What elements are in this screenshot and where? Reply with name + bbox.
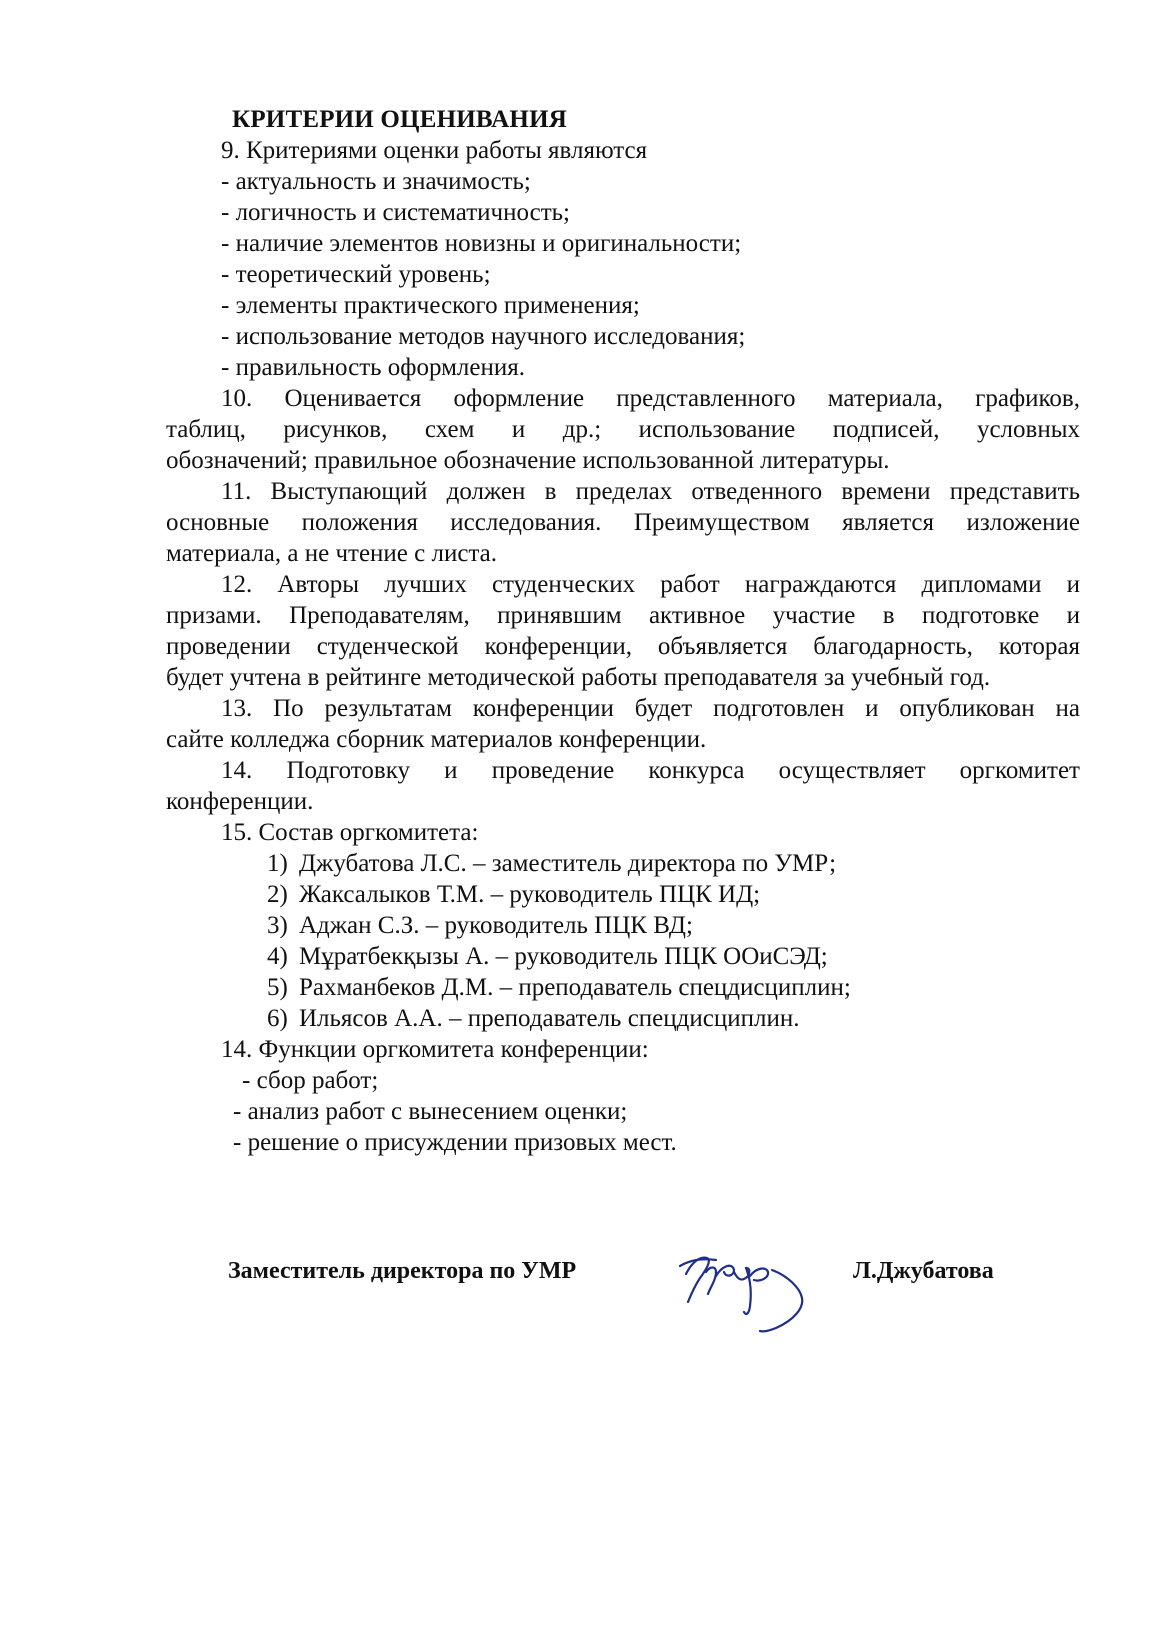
paragraph-line: обозначений; правильное обозначение использованной литературы. <box>166 447 890 474</box>
paragraph-line: 11. Выступающий должен в пределах отведенного времени представить <box>221 478 1080 505</box>
committee-heading: 15. Состав оргкомитета: <box>221 819 479 846</box>
criteria-item: - правильность оформления. <box>221 354 526 381</box>
paragraph-line: 10. Оценивается оформление представленного материала, графиков, <box>221 385 1080 412</box>
committee-member <box>166 848 1080 879</box>
paragraph-10 <box>166 383 1080 476</box>
paragraph-12 <box>166 569 1080 693</box>
paragraph-line: будет учтена в рейтинге методической работы преподавателя за учебный год. <box>166 664 991 691</box>
functions-heading: 14. Функции оргкомитета конференции: <box>221 1036 649 1063</box>
member-number: 4) <box>267 943 288 970</box>
member-number: 1) <box>267 850 288 877</box>
paragraph-line: материала, а не чтение с листа. <box>166 540 498 567</box>
paragraph-11 <box>166 476 1080 569</box>
criteria-item: - теоретический уровень; <box>221 261 491 288</box>
member-text: Джубатова Л.С. – заместитель директора по УМР; <box>299 850 837 877</box>
criteria-intro <box>166 135 1080 166</box>
member-text: Жаксалыков Т.М. – руководитель ПЦК ИД; <box>299 881 761 908</box>
paragraph-line: 12. Авторы лучших студенческих работ награждаются дипломами и <box>221 571 1080 598</box>
criteria-list <box>166 166 1080 383</box>
paragraph-line: основные положения исследования. Преимуществом является изложение <box>166 509 1080 536</box>
criteria-item: - элементы практического применения; <box>221 292 640 319</box>
function-item: - решение о присуждении призовых мест. <box>233 1129 677 1156</box>
committee-list <box>166 848 1080 1034</box>
paragraph-line: проведении студенческой конференции, объявляется благодарность, которая <box>166 633 1080 660</box>
criteria-intro-text: Критериями оценки работы являются <box>239 137 648 164</box>
criteria-item: - наличие элементов новизны и оригинальности; <box>221 230 742 257</box>
member-number: 5) <box>267 974 288 1001</box>
signature-block <box>228 1258 1018 1298</box>
paragraph-line: конференции. <box>166 788 314 815</box>
signature-strokes <box>680 1258 802 1332</box>
section-title: КРИТЕРИИ ОЦЕНИВАНИЯ <box>232 106 567 133</box>
member-number: 6) <box>267 1005 288 1032</box>
member-number: 3) <box>267 912 288 939</box>
criteria-item: - логичность и систематичность; <box>221 199 570 226</box>
paragraph-14 <box>166 755 1080 817</box>
member-text: Рахманбеков Д.М. – преподаватель спецдисциплин; <box>299 974 851 1001</box>
paragraph-line: таблиц, рисунков, схем и др.; использование подписей, условных <box>166 416 1080 443</box>
member-text: Аджан С.З. – руководитель ПЦК ВД; <box>299 912 693 939</box>
member-text: Мұратбекқызы А. – руководитель ПЦК ООиСЭД; <box>299 943 828 970</box>
committee-member <box>166 972 1080 1003</box>
criteria-item: - актуальность и значимость; <box>221 168 531 195</box>
function-item: - анализ работ с вынесением оценки; <box>233 1098 628 1125</box>
paragraph-line: призами. Преподавателям, принявшим активное участие в подготовке и <box>166 602 1080 629</box>
handwritten-signature-icon <box>676 1236 814 1336</box>
committee-member <box>166 1003 1080 1034</box>
criteria-number: 9. <box>221 137 240 164</box>
member-number: 2) <box>267 881 288 908</box>
function-item: - сбор работ; <box>242 1067 379 1094</box>
committee-member <box>166 941 1080 972</box>
committee-member <box>166 879 1080 910</box>
signatory-name: Л.Джубатова <box>853 1258 994 1284</box>
paragraph-line: сайте колледжа сборник материалов конференции. <box>166 726 707 753</box>
functions-list <box>166 1065 1080 1158</box>
committee-member <box>166 910 1080 941</box>
paragraph-line: 13. По результатам конференции будет подготовлен и опубликован на <box>221 695 1080 722</box>
signatory-position: Заместитель директора по УМР <box>228 1258 577 1284</box>
criteria-item: - использование методов научного исследования; <box>221 323 746 350</box>
member-text: Ильясов А.А. – преподаватель спецдисциплин. <box>299 1005 800 1032</box>
paragraph-line: 14. Подготовку и проведение конкурса осуществляет оргкомитет <box>221 757 1080 784</box>
paragraph-13 <box>166 693 1080 755</box>
document-page <box>166 104 1080 1158</box>
